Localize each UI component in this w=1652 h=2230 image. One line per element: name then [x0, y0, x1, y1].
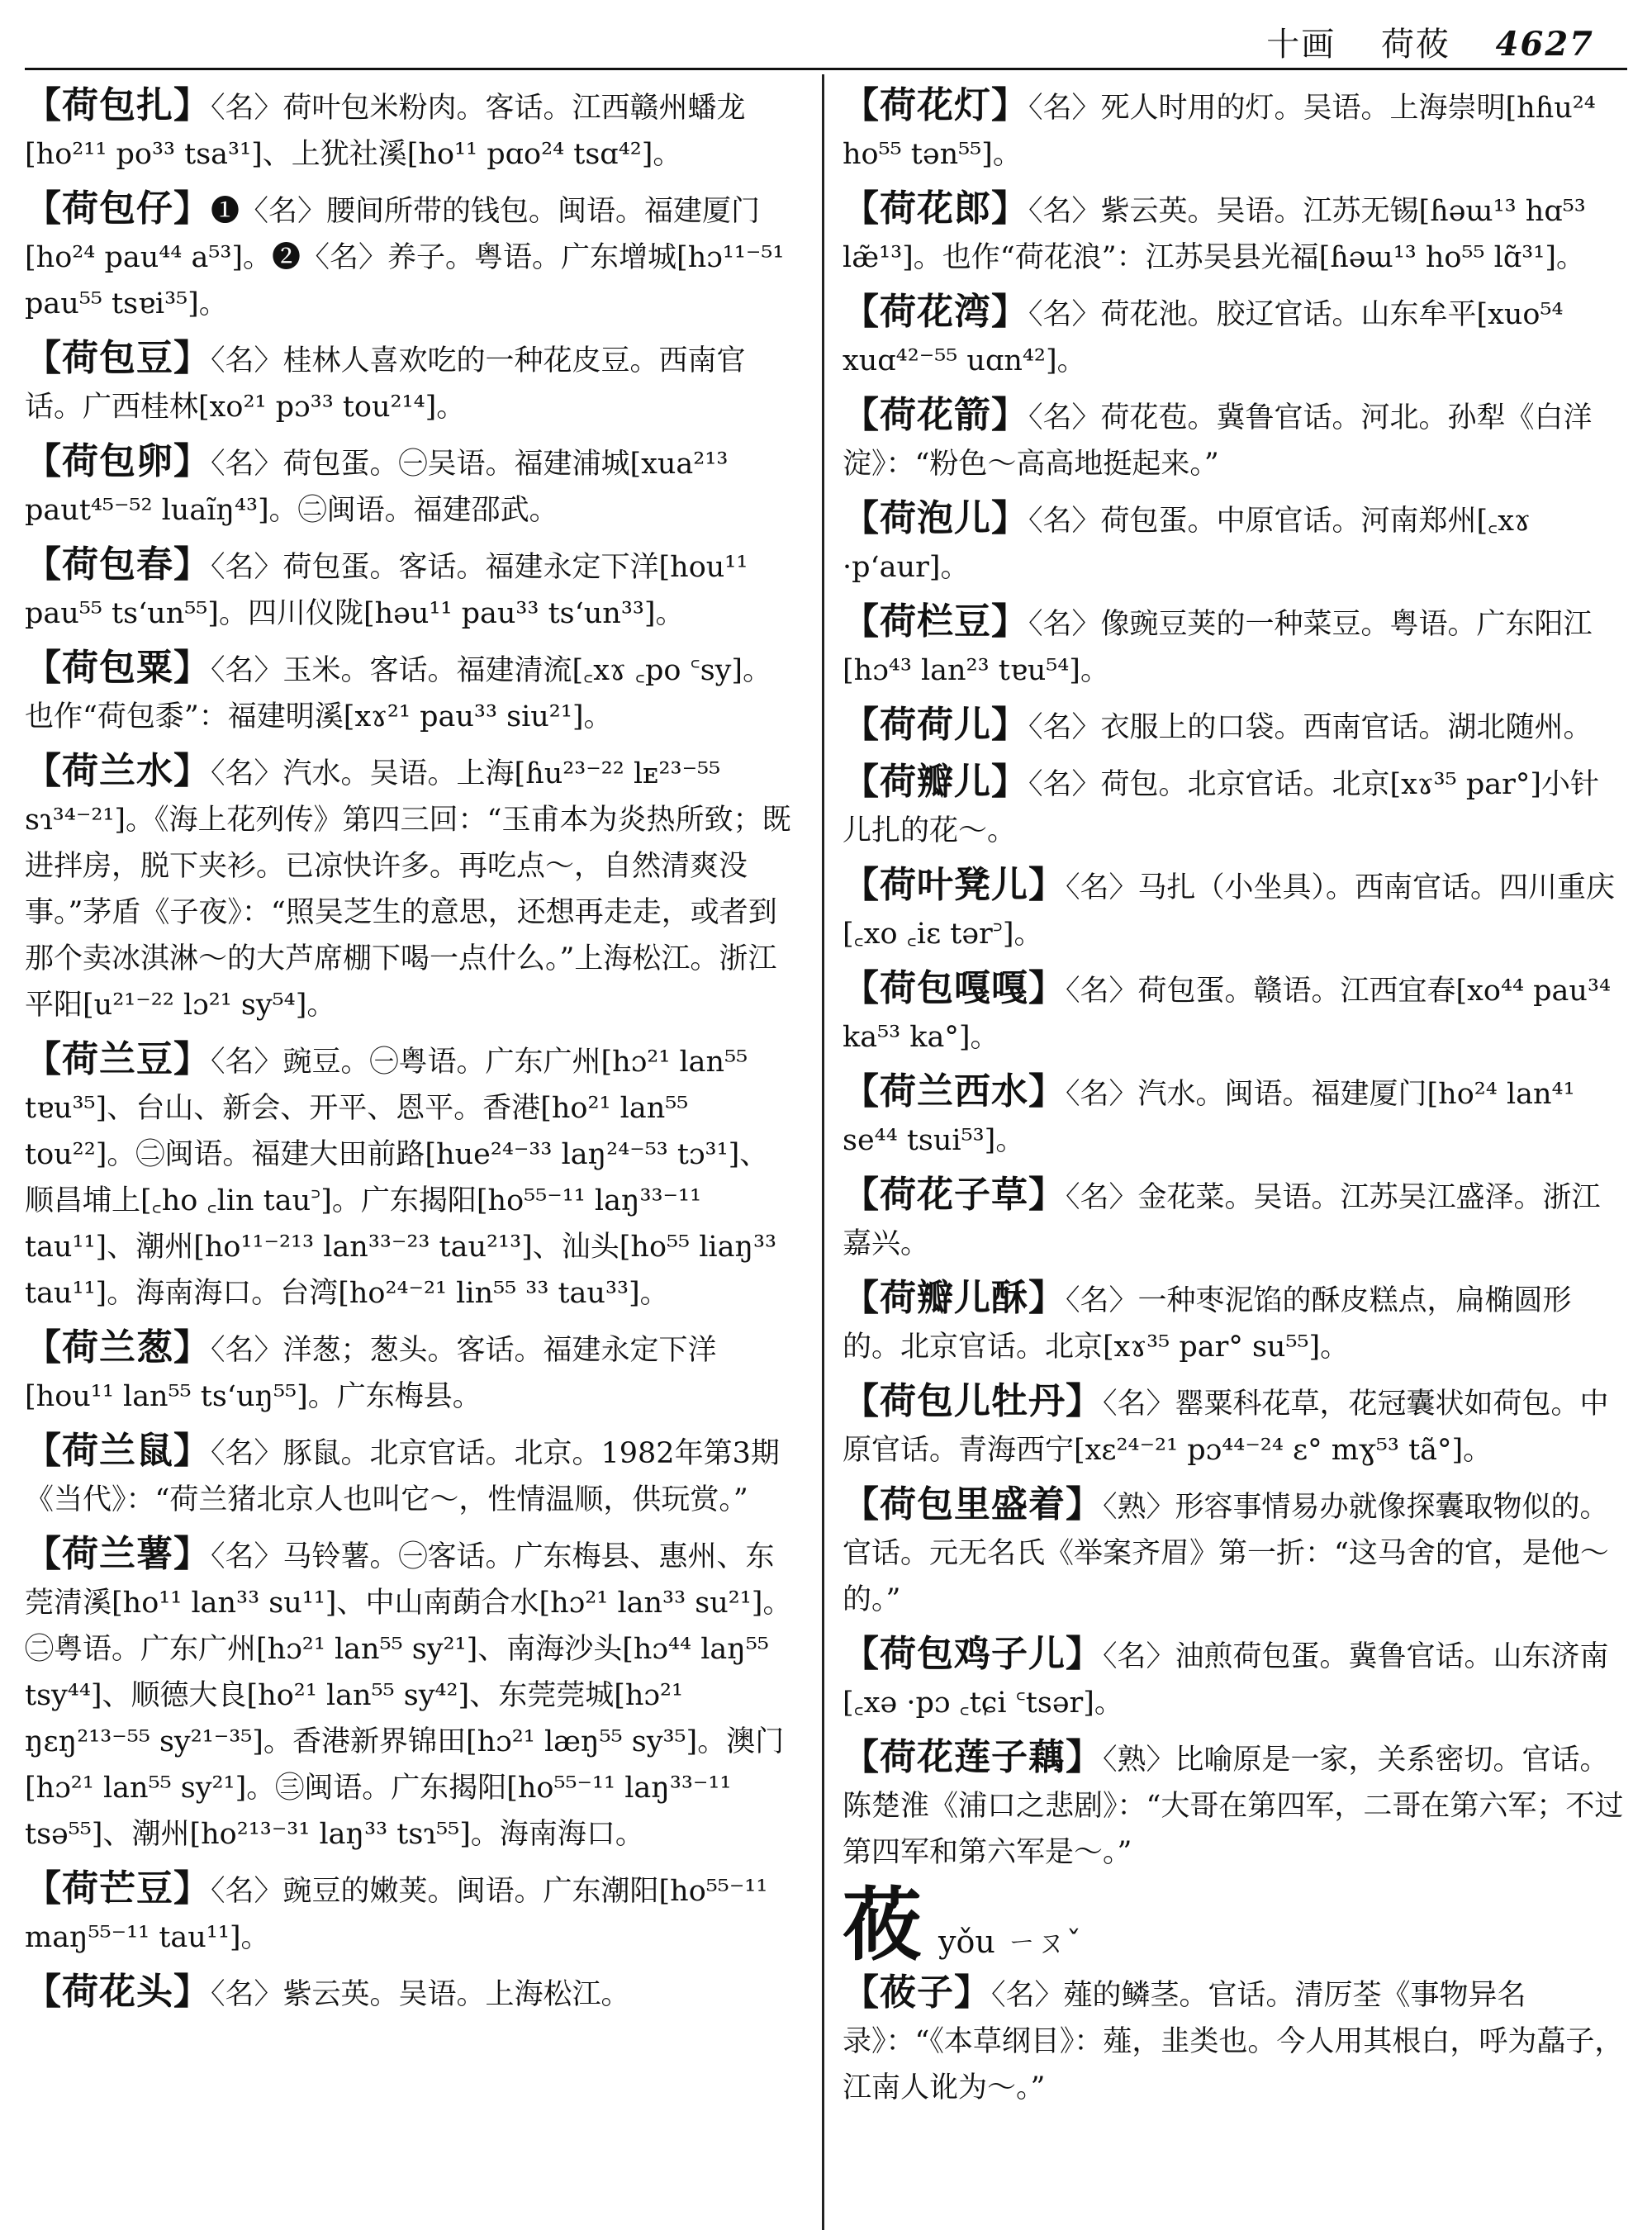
header-rule — [25, 68, 1627, 70]
entry-headword: 【 荷包豆 】 — [25, 337, 211, 379]
right-column — [843, 83, 1627, 2119]
entry-definition: 〈名〉紫云英。吴语。江苏无锡[ɦəɯ¹³ hɑ⁵³ læ̃¹³]。也作“荷花浪”：江苏吴县光福[ɦəɯ¹³ ho⁵⁵ lɑ̃³¹]。 — [843, 195, 1586, 274]
head-character: 莜 — [843, 1878, 922, 1971]
left-column — [25, 83, 793, 2026]
dictionary-entry — [25, 439, 793, 534]
entry-definition: 〈名〉荷包蛋。㊀吴语。福建浦城[xua²¹³ paut⁴⁵⁻⁵² luaĩŋ⁴³]。㊁闽语。福建邵武。 — [25, 448, 729, 527]
dictionary-entry — [25, 1325, 793, 1420]
dictionary-entry — [25, 1428, 793, 1523]
entry-definition: 〈熟〉比喻原是一家，关系密切。官话。陈楚淮《浦口之悲剧》：“大哥在第四军，二哥在第六军；不过第四军和第六军是～。” — [843, 1744, 1624, 1869]
header-section: 十画 — [1266, 26, 1336, 64]
entry-definition: 〈名〉豌豆的嫩荚。闽语。广东潮阳[ho⁵⁵⁻¹¹ maŋ⁵⁵⁻¹¹ tau¹¹]。 — [25, 1875, 768, 1954]
entry-headword: 【 荷包仔 】 — [25, 187, 211, 230]
entry-headword: 【 荷花湾 】 — [843, 291, 1028, 333]
dictionary-entry — [25, 1037, 793, 1317]
entry-headword: 【 荷兰水 】 — [25, 750, 211, 792]
dictionary-entry — [843, 862, 1627, 957]
entry-definition: 〈名〉金花菜。吴语。江苏吴江盛泽。浙江嘉兴。 — [843, 1181, 1601, 1260]
head-character-block — [843, 1878, 1627, 1971]
entry-headword: 【 荷兰西水 】 — [843, 1070, 1066, 1113]
dictionary-entry — [843, 289, 1627, 384]
dictionary-entry — [843, 83, 1627, 178]
entry-definition: 〈名〉汽水。闽语。福建厦门[ho²⁴ lan⁴¹ se⁴⁴ tsui⁵³]。 — [843, 1078, 1575, 1157]
dictionary-entry — [25, 1866, 793, 1961]
entry-headword: 【 荷包扎 】 — [25, 84, 211, 126]
entry-headword: 【 莜子 】 — [843, 1971, 991, 2014]
entry-headword: 【 荷花子草 】 — [843, 1174, 1066, 1216]
dictionary-entry — [843, 1482, 1627, 1623]
entry-headword: 【 荷栏豆 】 — [843, 600, 1028, 643]
entry-definition: 〈名〉像豌豆荚的一种菜豆。粤语。广东阳江[hɔ⁴³ lan²³ tɐu⁵⁴]。 — [843, 608, 1593, 687]
dictionary-entry — [25, 1969, 793, 2018]
dictionary-entry — [25, 83, 793, 178]
entry-definition: 〈名〉薤的鳞茎。官话。清厉荃《事物异名录》：“《本草纲目》：薤，韭类也。今人用其根白，呼为藠子，江南人讹为～。” — [843, 1979, 1624, 2104]
entry-headword: 【 荷泡儿 】 — [843, 497, 1028, 539]
entry-headword: 【 荷包嘎嘎 】 — [843, 967, 1066, 1009]
entry-headword: 【 荷叶凳儿 】 — [843, 864, 1066, 906]
entry-headword: 【 荷花莲子藕 】 — [843, 1736, 1103, 1778]
page-header — [1266, 18, 1594, 65]
entry-definition: 〈名〉玉米。客话。福建清流[꜀xɤ ꜀po ꜂sy]。也作“荷包黍”：福建明溪[xɤ²¹ pau³³ siu²¹]。 — [25, 654, 772, 733]
entry-headword: 【 荷包里盛着 】 — [843, 1483, 1103, 1525]
entry-definition: 〈名〉荷叶包米粉肉。客话。江西赣州蟠龙[ho²¹¹ po³³ tsa³¹]、上犹社溪[ho¹¹ pɑo²⁴ tsɑ⁴²]。 — [25, 92, 746, 171]
entry-headword: 【 荷芒豆 】 — [25, 1867, 211, 1910]
entry-headword: 【 荷兰鼠 】 — [25, 1430, 211, 1472]
dictionary-entry — [843, 186, 1627, 281]
dictionary-entry — [843, 1275, 1627, 1370]
dictionary-entry — [843, 1069, 1627, 1164]
entry-headword: 【 荷花郎 】 — [843, 187, 1028, 230]
entry-headword: 【 荷包儿牡丹 】 — [843, 1380, 1103, 1422]
entry-definition: 〈名〉荷花苞。冀鲁官话。河北。孙犁《白洋淀》：“粉色～高高地挺起来。” — [843, 401, 1593, 481]
entry-definition: 〈名〉油煎荷包蛋。冀鲁官话。山东济南[꜀xə ·pɔ ꜀tɕi ꜂tsər]。 — [843, 1640, 1609, 1720]
entry-headword: 【 荷包卵 】 — [25, 440, 211, 482]
entry-definition: 〈名〉衣服上的口袋。西南官话。湖北随州。 — [1028, 711, 1593, 744]
dictionary-entry — [843, 1378, 1627, 1473]
entry-definition: 〈名〉死人时用的灯。吴语。上海崇明[hɦu²⁴ ho⁵⁵ tən⁵⁵]。 — [843, 92, 1596, 171]
dictionary-entry — [843, 599, 1627, 694]
entry-definition: 〈名〉洋葱；葱头。客话。福建永定下洋[hou¹¹ lan⁵⁵ tsʻuŋ⁵⁵]。广东梅县。 — [25, 1334, 717, 1413]
dictionary-entry — [843, 759, 1627, 854]
dictionary-entry — [25, 542, 793, 637]
entry-definition: 〈名〉汽水。吴语。上海[ɦu²³⁻²² lᴇ²³⁻⁵⁵ sɿ³⁴⁻²¹]。《海上花列传》第四三回：“玉甫本为炎热所致；既进拌房，脱下夹衫。已凉快许多。再吃点～，自然清爽没事。”茅盾《子夜》：“照吴芝生的意思，还想再走走，或者到那个卖冰淇淋～的大芦席棚下喝一点什么。”上海松江。浙江平阳[u²¹⁻²² lɔ²¹ sy⁵⁴]。 — [25, 757, 791, 1022]
dictionary-entry — [843, 1631, 1627, 1726]
dictionary-entry — [25, 1531, 793, 1858]
entry-headword: 【 荷荷儿 】 — [843, 704, 1028, 746]
dictionary-entry — [25, 186, 793, 327]
entry-definition: 〈熟〉形容事情易办就像探囊取物似的。官话。元无名氏《举案齐眉》第一折：“这马舍的官，是他～的。” — [843, 1491, 1609, 1616]
entry-definition: 〈名〉一种枣泥馅的酥皮糕点，扁椭圆形的。北京官话。北京[xɤ³⁵ par° su⁵⁵]。 — [843, 1284, 1572, 1364]
dictionary-entry — [843, 966, 1627, 1060]
entry-definition: 〈名〉荷包。北京官话。北京[xɤ³⁵ par°]小针儿扎的花～。 — [843, 768, 1599, 847]
entry-definition: 〈名〉罂粟科花草，花冠囊状如荷包。中原官话。青海西宁[xɛ²⁴⁻²¹ pɔ⁴⁴⁻²⁴ ɛ° mɣ⁵³ tã°]。 — [843, 1388, 1609, 1467]
entry-headword: 【 荷花箭 】 — [843, 394, 1028, 436]
dictionary-entry — [25, 645, 793, 740]
entry-headword: 【 荷花头 】 — [25, 1971, 211, 2013]
entry-definition: ❶〈名〉腰间所带的钱包。闽语。福建厦门[ho²⁴ pau⁴⁴ a⁵³]。❷〈名〉养子。粤语。广东增城[hɔ¹¹⁻⁵¹ pau⁵⁵ tsɐi³⁵]。 — [25, 195, 785, 320]
entry-definition: 〈名〉荷花池。胶辽官话。山东牟平[xuo⁵⁴ xuɑ⁴²⁻⁵⁵ uɑn⁴²]。 — [843, 298, 1564, 377]
entry-definition: 〈名〉豚鼠。北京官话。北京。1982年第3期《当代》：“荷兰猪北京人也叫它～，性情温顺，供玩赏。” — [25, 1437, 780, 1516]
entry-definition: 〈名〉荷包蛋。赣语。江西宜春[xo⁴⁴ pau³⁴ ka⁵³ ka°]。 — [843, 975, 1612, 1054]
head-character-zhuyin: ㄧㄡˇ — [1006, 1926, 1081, 1960]
entry-definition: 〈名〉桂林人喜欢吃的一种花皮豆。西南官话。广西桂林[xo²¹ pɔ³³ tou²¹⁴]。 — [25, 344, 746, 424]
entry-definition: 〈名〉紫云英。吴语。上海松江。 — [211, 1978, 630, 2011]
entry-headword: 【 荷兰豆 】 — [25, 1038, 211, 1080]
column-divider — [822, 74, 824, 2230]
entry-definition: 〈名〉马铃薯。㊀客话。广东梅县、惠州、东莞清溪[ho¹¹ lan³³ su¹¹]、中山南蓢合水[hɔ²¹ lan³³ su²¹]。㊁粤语。广东广州[hɔ²¹ lan⁵⁵ sy²¹]、南海沙头[hɔ⁴⁴ laŋ⁵⁵ tsy⁴⁴]、顺德大良[ho²¹ lan⁵⁵ sy⁴²]、东莞莞城[hɔ²¹ ŋɛŋ²¹³⁻⁵⁵ sy²¹⁻³⁵]。香港新界锦田[hɔ²¹ læŋ⁵⁵ sy³⁵]。澳门[hɔ²¹ lan⁵⁵ sy²¹]。㊂闽语。广东揭阳[ho⁵⁵⁻¹¹ laŋ³³⁻¹¹ tsə⁵⁵]、潮州[ho²¹³⁻³¹ laŋ³³ tsɿ⁵⁵]。海南海口。 — [25, 1540, 792, 1851]
entry-headword: 【 荷兰薯 】 — [25, 1533, 211, 1575]
dictionary-entry — [843, 1970, 1627, 2111]
entry-headword: 【 荷包春 】 — [25, 543, 211, 586]
dictionary-entry — [25, 748, 793, 1028]
entry-headword: 【 荷包粟 】 — [25, 647, 211, 689]
entry-headword: 【 荷花灯 】 — [843, 84, 1028, 126]
header-chars: 荷莜 — [1380, 26, 1450, 64]
entry-headword: 【 荷瓣儿 】 — [843, 761, 1028, 803]
head-character-pinyin: yǒu — [938, 1924, 995, 1960]
page-number: 4627 — [1495, 25, 1594, 64]
entry-headword: 【 荷兰葱 】 — [25, 1326, 211, 1369]
entry-headword: 【 荷瓣儿酥 】 — [843, 1277, 1066, 1319]
dictionary-entry — [25, 335, 793, 430]
entry-definition: 〈名〉豌豆。㊀粤语。广东广州[hɔ²¹ lan⁵⁵ tɐu³⁵]、台山、新会、开平、恩平。香港[ho²¹ lan⁵⁵ tou²²]。㊁闽语。福建大田前路[hue²⁴⁻³³ laŋ²⁴⁻⁵³ tɔ³¹]、顺昌埔上[꜀ho ꜀lin tau꜄]。广东揭阳[ho⁵⁵⁻¹¹ laŋ³³⁻¹¹ tau¹¹]、潮州[ho¹¹⁻²¹³ lan³³⁻²³ tau²¹³]、汕头[ho⁵⁵ liaŋ³³ tau¹¹]。海南海口。台湾[ho²⁴⁻²¹ lin⁵⁵ ³³ tau³³]。 — [25, 1046, 777, 1310]
dictionary-entry — [843, 392, 1627, 487]
dictionary-entry — [843, 702, 1627, 751]
entry-definition: 〈名〉马扎（小坐具）。西南官话。四川重庆[꜀xo ꜀iɛ tər꜄]。 — [843, 871, 1616, 951]
dictionary-entry — [843, 496, 1627, 591]
entry-headword: 【 荷包鸡子儿 】 — [843, 1633, 1103, 1675]
dictionary-entry — [843, 1734, 1627, 1876]
entry-definition: 〈名〉荷包蛋。中原官话。河南郑州[꜀xɤ ·pʻaur]。 — [843, 505, 1531, 584]
entry-definition: 〈名〉荷包蛋。客话。福建永定下洋[hou¹¹ pau⁵⁵ tsʻun⁵⁵]。四川仪陇[həu¹¹ pau³³ tsʻun³³]。 — [25, 551, 748, 630]
dictionary-entry — [843, 1172, 1627, 1267]
